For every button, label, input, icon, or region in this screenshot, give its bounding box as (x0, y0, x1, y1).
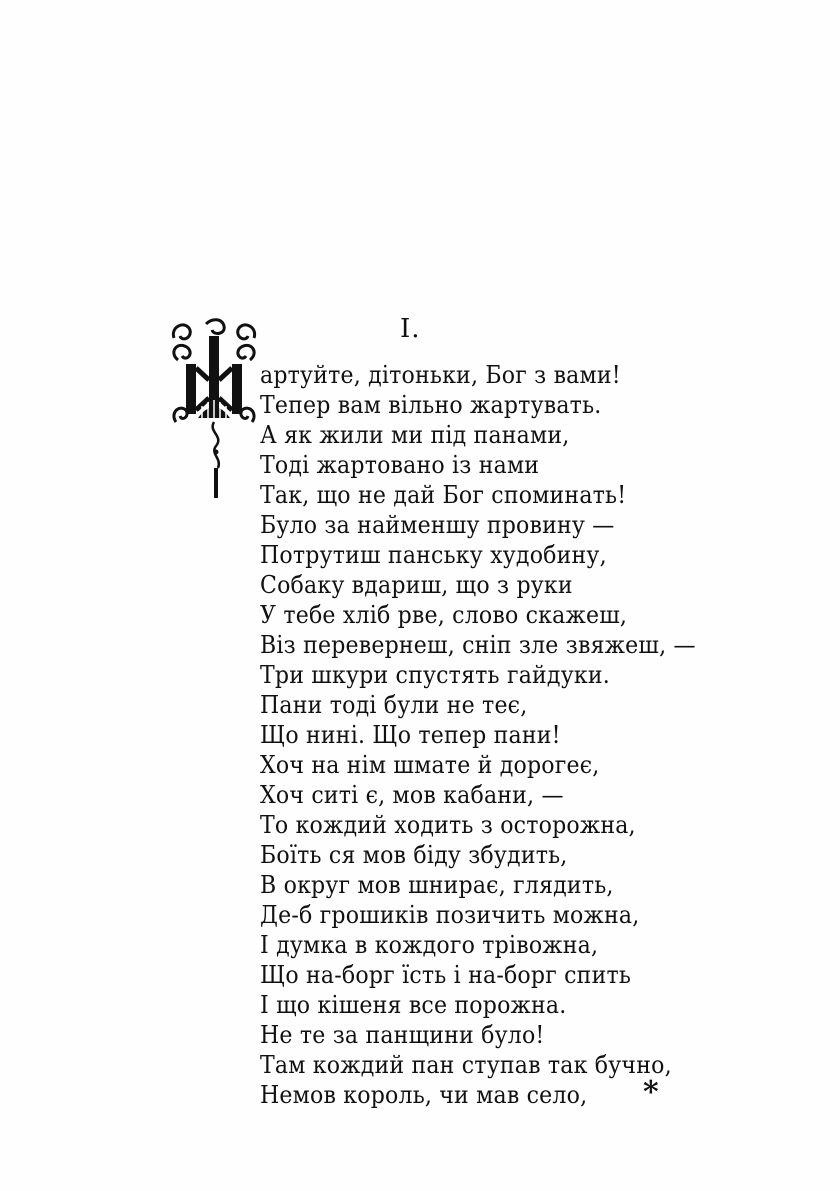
poem-line: Тепер вам вільно жартувать. (260, 390, 602, 419)
poem-line: Боїть ся мов біду збудить, (260, 840, 568, 869)
poem-line: Що нині. Що тепер пани! (260, 720, 561, 749)
poem-body (260, 360, 710, 1110)
poem-line: І що кішеня все порожна. (260, 990, 567, 1019)
poem-line: артуйте, дітоньки, Бог з вами! (260, 360, 621, 389)
poem-line: Немов король, чи мав село, (260, 1080, 588, 1109)
poem-line: Три шкури спустять гайдуки. (260, 660, 610, 689)
poem-line: Де-б грошиків позичить можна, (260, 900, 640, 929)
poem-line: Тоді жартовано із нами (260, 450, 540, 479)
poem-line: То кождий ходить з осторожна, (260, 810, 636, 839)
ornamental-drop-cap-icon (168, 318, 260, 500)
poem-line: Так, що не дай Бог споминать! (260, 480, 627, 509)
poem-line: Пани тоді були не теє, (260, 690, 528, 719)
poem-line: Було за найменшу провину — (260, 510, 615, 539)
poem-line: Хоч на нім шмате й дорогеє, (260, 750, 600, 779)
poem-line: Хоч ситі є, мов кабани, — (260, 780, 564, 809)
poem-line: Не те за панщини було! (260, 1020, 545, 1049)
signature-mark: * (643, 1075, 659, 1110)
poem-line: Собаку вдариш, що з руки (260, 570, 573, 599)
poem-line: У тебе хліб рве, слово скажеш, (260, 600, 628, 629)
chapter-number: I. (400, 314, 421, 344)
poem-line: Там кождий пан ступав так бучно, (260, 1050, 672, 1079)
poem-line: Потрутиш панську худобину, (260, 540, 607, 569)
poem-line: І думка в кождого трівожна, (260, 930, 599, 959)
poem-line: Віз перевернеш, сніп зле звяжеш, — (260, 630, 696, 659)
poem-line: В округ мов шнирає, глядить, (260, 870, 614, 899)
poem-line: Що на-борг їсть і на-борг спить (260, 960, 632, 989)
poem-line: А як жили ми під панами, (260, 420, 570, 449)
